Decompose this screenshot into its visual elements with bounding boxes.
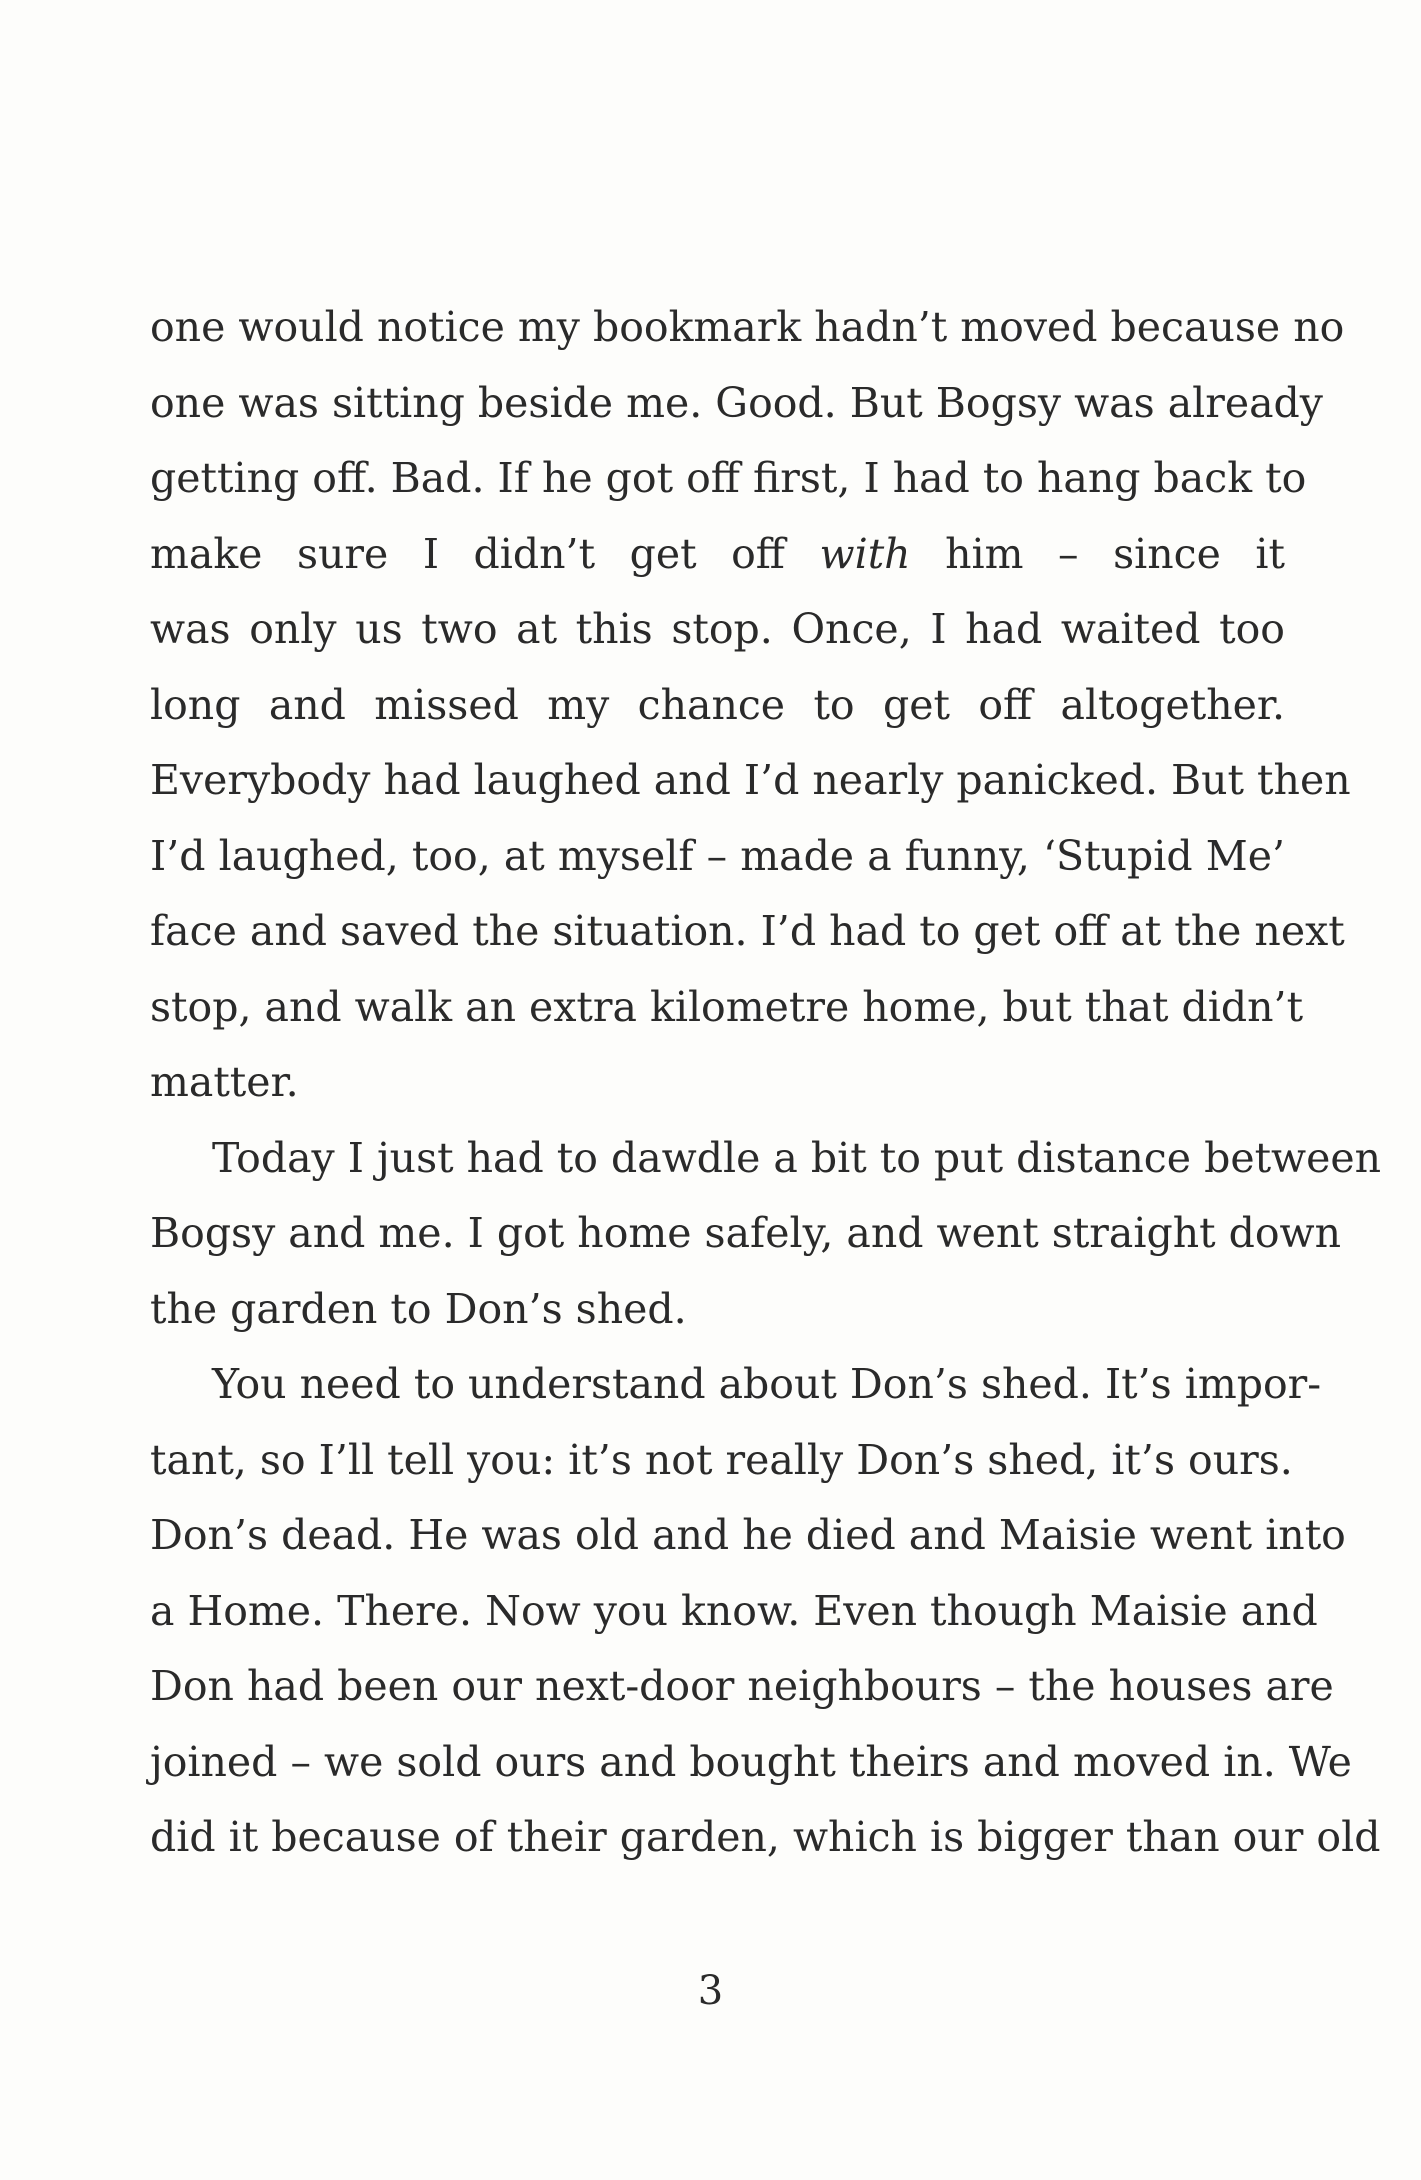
text-segment: him – since it bbox=[910, 529, 1285, 578]
text-line: Don had been our next-door neighbours – the houses are bbox=[150, 1662, 1334, 1710]
text-line: stop, and walk an extra kilometre home, but that didn’t bbox=[150, 982, 1304, 1031]
text-line: one was sitting beside me. Good. But Bogsy was already bbox=[150, 378, 1323, 427]
text-line: long and missed my chance to get off altogether. bbox=[150, 680, 1285, 729]
text-line: joined – we sold ours and bought theirs and moved in. We bbox=[150, 1737, 1352, 1786]
text-line: did it because of their garden, which is bigger than our old bbox=[150, 1813, 1381, 1861]
body-text bbox=[150, 290, 1382, 1876]
text-line: one would notice my bookmark hadn’t moved because no bbox=[150, 303, 1345, 351]
text-line: I’d laughed, too, at myself – made a funny, ‘Stupid Me’ bbox=[150, 831, 1285, 880]
text-line: was only us two at this stop. Once, I had waited too bbox=[150, 605, 1285, 653]
text-line: Bogsy and me. I got home safely, and went straight down bbox=[150, 1209, 1342, 1257]
text-line: face and saved the situation. I’d had to get off at the next bbox=[150, 907, 1345, 955]
text-segment: make sure I didn’t get off bbox=[150, 529, 820, 578]
text-line: a Home. There. Now you know. Even though Maisie and bbox=[150, 1586, 1318, 1635]
page-number: 3 bbox=[697, 1968, 724, 2014]
text-line: matter. bbox=[150, 1058, 299, 1106]
text-line: Everybody had laughed and I’d nearly panicked. But then bbox=[150, 756, 1351, 804]
text-line: Today I just had to dawdle a bit to put distance between bbox=[212, 1133, 1382, 1182]
text-line: tant, so I’ll tell you: it’s not really Don’s shed, it’s ours. bbox=[150, 1435, 1293, 1484]
text-line: the garden to Don’s shed. bbox=[150, 1284, 687, 1333]
text-line bbox=[150, 517, 1285, 593]
text-line: You need to understand about Don’s shed. It’s impor- bbox=[212, 1360, 1322, 1408]
italic-emphasis: with bbox=[819, 529, 911, 578]
text-line: Don’s dead. He was old and he died and Maisie went into bbox=[150, 1511, 1346, 1559]
text-line: getting off. Bad. If he got off first, I had to hang back to bbox=[150, 454, 1307, 502]
